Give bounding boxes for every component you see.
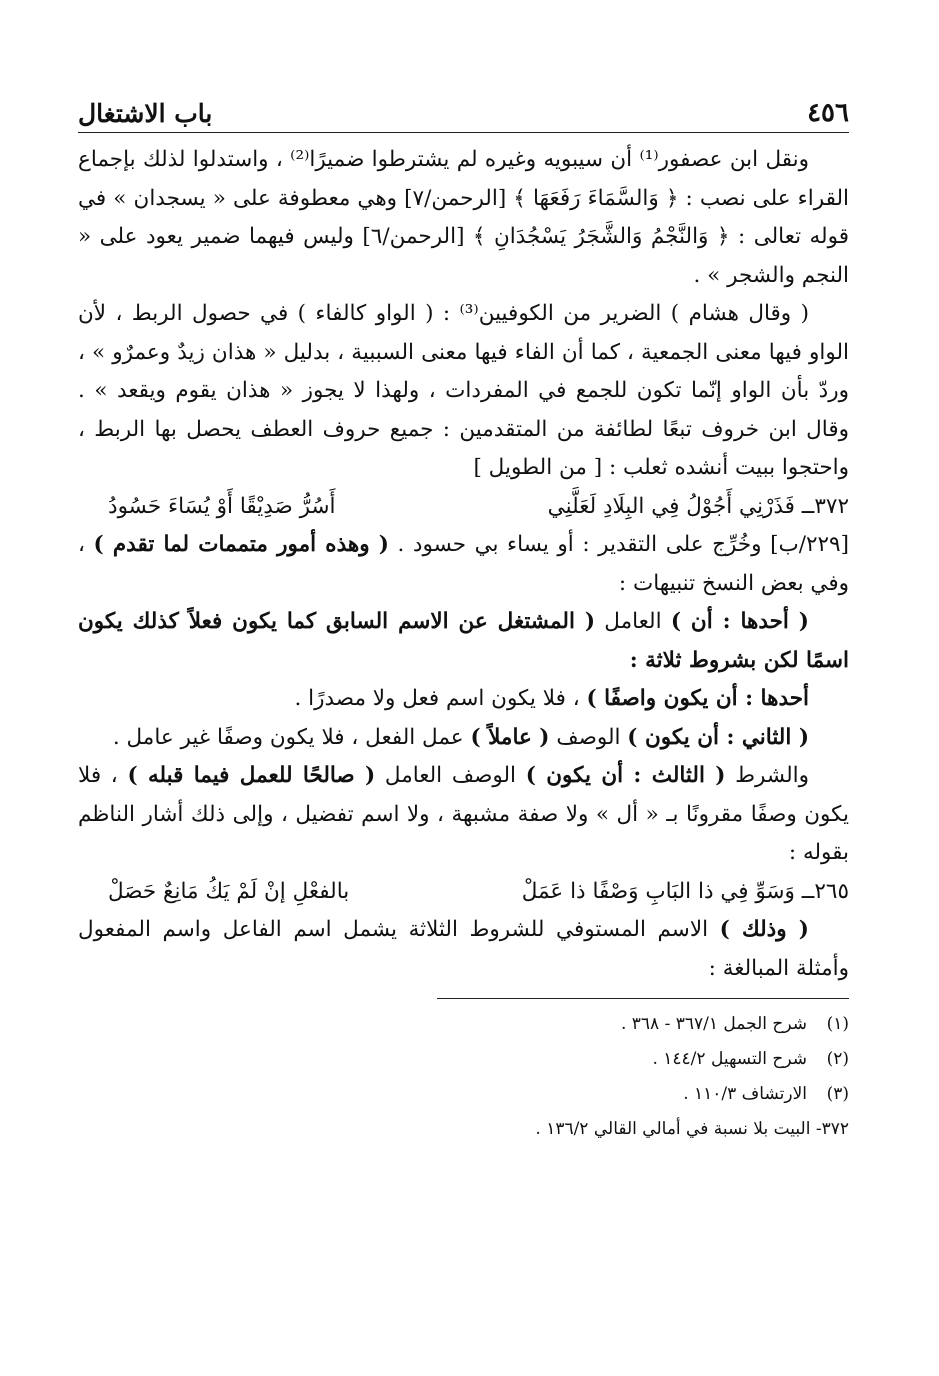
condition-3-a: والشرط [725, 763, 809, 788]
condition-1 [78, 680, 849, 719]
verse-265 [78, 873, 849, 912]
paragraph-4-bold-b: ( المشتغل عن الاسم السابق كما يكون فعلاً كذلك يكون اسمًا لكن بشروط ثلاثة : [78, 609, 849, 673]
footnote-divider [437, 998, 849, 999]
footnote-1-number: (١) [826, 1014, 849, 1034]
footnote-3 [78, 1077, 849, 1112]
condition-2 [78, 719, 849, 758]
condition-3-bold-b: ( صالحًا للعمل فيما قبله ) [127, 763, 376, 788]
page-body [78, 141, 849, 988]
verse-372 [78, 488, 849, 527]
condition-3-rest: ، فلا يكون وصفًا مقرونًا بـ « أل » ولا صفة مشبهة ، ولا اسم تفضيل ، وإلى ذلك أشار الناظم بقوله : [78, 763, 849, 865]
footnote-2-number: (٢) [826, 1049, 849, 1069]
verse-265-first-hemistich: ٢٦٥ــ وَسَوِّ فِي ذا البَابِ وَصْفًا ذا عَمَلْ [521, 878, 849, 904]
footnote-2-text: شرح التسهيل ١٤٤/٢ . [652, 1049, 807, 1069]
footnote-1-text: شرح الجمل ٣٦٧/١ - ٣٦٨ . [620, 1014, 807, 1034]
paragraph-3-prefix: [٢٢٩/ب] وخُرِّج على التقدير : أو يساء بي حسود . [388, 532, 849, 557]
paragraph-3 [78, 526, 849, 603]
footnote-verse-source-text: ٣٧٢- البيت بلا نسبة في أمالي القالي ١٣٦/٢ . [535, 1119, 849, 1139]
verse-265-second-hemistich: بالفعْلِ إنْ لَمْ يَكُ مَانِعٌ حَصَلْ [108, 878, 350, 904]
paragraph-4-bold-a: ( أحدها : أن ) [670, 609, 809, 634]
paragraph-last-bold: ( وذلك ) [719, 917, 809, 942]
condition-3-mid: الوصف العامل [375, 763, 526, 788]
condition-2-rest: عمل الفعل ، فلا يكون وصفًا غير عامل . [112, 724, 471, 750]
footnote-verse-source [78, 1112, 849, 1147]
paragraph-1: ونقل ابن عصفور⁽¹⁾ أن سيبويه وغيره لم يشترطوا ضميرًا⁽²⁾ ، واستدلوا لذلك بإجماع القراء على نصب : ﴿ وَالسَّمَاءَ رَفَعَهَا ﴾ [الرحمن/٧] وهي معطوفة على « يسجدان » في قوله تعالى : ﴿ وَالنَّجْمُ وَالشَّجَرُ يَسْجُدَانِ ﴾ [الرحمن/٦] وليس فيهما ضمير يعود على « النجم والشجر » . [78, 147, 849, 288]
paragraph-4-mid: العامل [595, 609, 671, 634]
condition-2-bold-b: ( عاملاً ) [470, 724, 550, 750]
footnote-1 [78, 1007, 849, 1042]
chapter-title: باب الاشتغال [78, 99, 213, 128]
condition-3 [78, 757, 849, 873]
condition-2-bold-a: ( الثاني : أن يكون ) [627, 724, 809, 750]
verse-372-second-hemistich: أَسُرُّ صَدِيْقًا أَوْ يُسَاءَ حَسُودُ [108, 493, 336, 519]
verse-372-first-hemistich: ٣٧٢ــ فَذَرْنِي أَجُوْلُ فِي البِلَادِ لَعَلَّنِي [547, 493, 849, 519]
paragraph-4 [78, 603, 849, 680]
page-header [78, 88, 849, 133]
footnote-3-number: (٣) [826, 1084, 849, 1104]
footnotes [78, 1007, 849, 1147]
paragraph-last-rest: الاسم المستوفي للشروط الثلاثة يشمل اسم الفاعل واسم المفعول وأمثلة المبالغة : [78, 917, 849, 981]
condition-1-rest: ، فلا يكون اسم فعل ولا مصدرًا . [294, 686, 587, 711]
condition-1-bold: أحدها : أن يكون واصفًا ) [586, 686, 809, 711]
paragraph-2: ( وقال هشام ) الضرير من الكوفيين⁽³⁾ : ( الواو كالفاء ) في حصول الربط ، لأن الواو فيها معنى الجمعية ، كما أن الفاء فيها معنى السببية ، بدليل « هذان زيدٌ وعمرٌو » ، وردّ بأن الواو إنّما تكون للجمع في المفردات ، ولهذا لا يجوز « هذان يقوم ويقعد » . وقال ابن خروف تبعًا لطائفة من المتقدمين : جميع حروف العطف يحصل بها الربط ، واحتجوا ببيت أنشده ثعلب : [ من الطويل ] [78, 301, 849, 480]
paragraph-3-suffix: ، وفي بعض النسخ تنبيهات : [78, 532, 849, 596]
condition-3-bold-a: ( الثالث : أن يكون ) [525, 763, 726, 788]
paragraph-3-bold: ( وهذه أمور متممات لما تقدم ) [93, 532, 389, 557]
page-number: ٤٥٦ [807, 98, 849, 128]
footnote-2 [78, 1042, 849, 1077]
condition-2-mid: الوصف [549, 724, 628, 750]
paragraph-last [78, 911, 849, 988]
footnote-3-text: الارتشاف ١١٠/٣ . [683, 1084, 807, 1104]
